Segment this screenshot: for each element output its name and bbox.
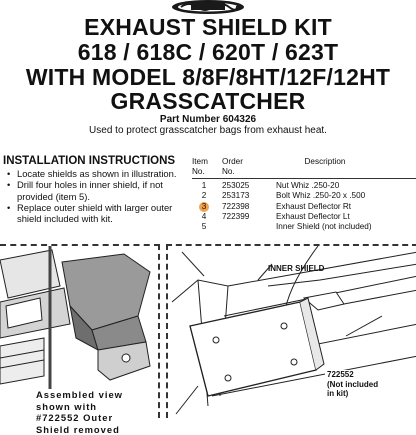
header-order-no: No. xyxy=(222,167,235,177)
table-divider xyxy=(192,178,416,179)
table-row xyxy=(190,222,416,232)
table-row xyxy=(190,212,416,222)
instructions-heading: INSTALLATION INSTRUCTIONS xyxy=(3,155,176,167)
header-description: Description xyxy=(304,157,346,166)
row-item-highlighted: 3 xyxy=(199,202,209,212)
row-order: 722399 xyxy=(222,211,250,221)
table-row xyxy=(190,202,416,212)
inner-shield-label: INNER SHIELD xyxy=(268,264,325,273)
title-line-1: EXHAUST SHIELD KIT xyxy=(84,14,332,40)
title-line-3: WITH MODEL 8/8F/8HT/12F/12HT xyxy=(25,64,391,90)
table-row xyxy=(190,181,416,191)
row-description: Inner Shield (not included) xyxy=(276,222,372,232)
part-number: Part Number 604326 xyxy=(159,114,257,125)
table-row xyxy=(190,191,416,201)
subtitle: Used to protect grasscatcher bags from exhaust heat. xyxy=(89,125,327,136)
header-item-no: No. xyxy=(192,167,205,177)
row-item: 5 xyxy=(201,222,207,232)
outer-shield-part-label-text: 722552 (Not included in kit) xyxy=(327,370,379,398)
header-order: Order xyxy=(222,157,243,166)
row-description: Exhaust Deflector Lt xyxy=(276,211,350,221)
row-item: 1 xyxy=(201,180,207,190)
row-order: 253025 xyxy=(222,180,250,190)
row-item: 2 xyxy=(201,191,207,201)
row-description: Nut Whiz .250-20 xyxy=(276,180,340,190)
parts-table-header-2 xyxy=(190,167,416,177)
outer-shield-part-label xyxy=(325,370,378,399)
instruction-item: • Locate shields as shown in illustration. xyxy=(6,168,188,179)
parts-table xyxy=(190,157,416,233)
title-line-2: 618 / 618C / 620T / 623T xyxy=(77,39,339,65)
instructions-list xyxy=(6,168,188,224)
row-item: 4 xyxy=(201,211,207,221)
header-item: Item xyxy=(192,157,208,166)
row-order: 253173 xyxy=(222,191,250,201)
row-description: Bolt Whiz .250-20 x .500 xyxy=(276,191,366,201)
assembled-view-caption: Assembled view shown with #722552 Outer Shield removed xyxy=(36,389,144,435)
instruction-item: • Replace outer shield with larger outer shield included with kit. xyxy=(6,202,188,225)
row-order: 722398 xyxy=(222,201,250,211)
title-line-4: GRASSCATCHER xyxy=(110,88,306,114)
parts-table-header xyxy=(190,157,416,167)
row-description: Exhaust Deflector Rt xyxy=(276,201,352,211)
instruction-item: • Drill four holes in inner shield, if not provided (item 5). xyxy=(6,179,188,202)
